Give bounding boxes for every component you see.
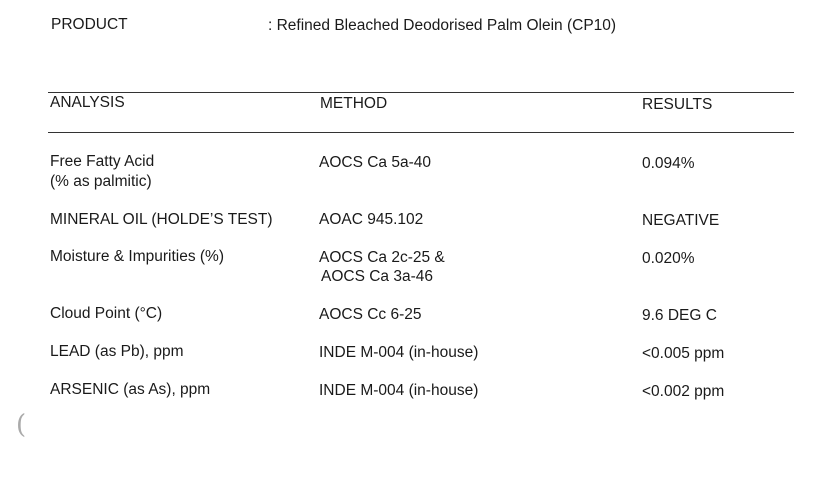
row-6-analysis: ARSENIC (as As), ppm bbox=[50, 381, 211, 398]
row-1-method: AOCS Ca 5a-40 bbox=[319, 154, 431, 171]
row-5-method: INDE M-004 (in-house) bbox=[319, 344, 479, 361]
header-bottom-rule bbox=[48, 132, 794, 133]
row-1-analysis-sub: (% as palmitic) bbox=[50, 173, 152, 190]
row-3-analysis: Moisture & Impurities (%) bbox=[50, 248, 224, 265]
row-5-analysis: LEAD (as Pb), ppm bbox=[50, 343, 184, 360]
row-5-result: <0.005 ppm bbox=[642, 345, 725, 362]
header-top-rule bbox=[48, 92, 794, 93]
row-1-analysis: Free Fatty Acid bbox=[50, 153, 155, 170]
row-3-method-sub: AOCS Ca 3a-46 bbox=[321, 268, 433, 285]
row-4-analysis: Cloud Point (°C) bbox=[50, 305, 163, 322]
column-header-method: METHOD bbox=[320, 95, 388, 112]
row-4-result: 9.6 DEG C bbox=[642, 307, 717, 324]
row-6-result: <0.002 ppm bbox=[642, 383, 725, 400]
row-2-method: AOAC 945.102 bbox=[319, 211, 424, 228]
column-header-analysis: ANALYSIS bbox=[50, 94, 125, 111]
column-header-results: RESULTS bbox=[642, 96, 713, 113]
product-label: PRODUCT bbox=[51, 16, 128, 33]
row-3-method: AOCS Ca 2c-25 & bbox=[319, 249, 445, 266]
row-3-result: 0.020% bbox=[642, 250, 695, 267]
row-2-analysis: MINERAL OIL (HOLDE’S TEST) bbox=[50, 211, 273, 228]
row-6-method: INDE M-004 (in-house) bbox=[319, 382, 479, 399]
row-4-method: AOCS Cc 6-25 bbox=[319, 306, 422, 323]
row-1-result: 0.094% bbox=[642, 155, 695, 172]
scan-mark: ( bbox=[16, 410, 27, 440]
product-value: : Refined Bleached Deodorised Palm Olein (CP10) bbox=[268, 17, 617, 34]
row-2-result: NEGATIVE bbox=[642, 212, 720, 229]
